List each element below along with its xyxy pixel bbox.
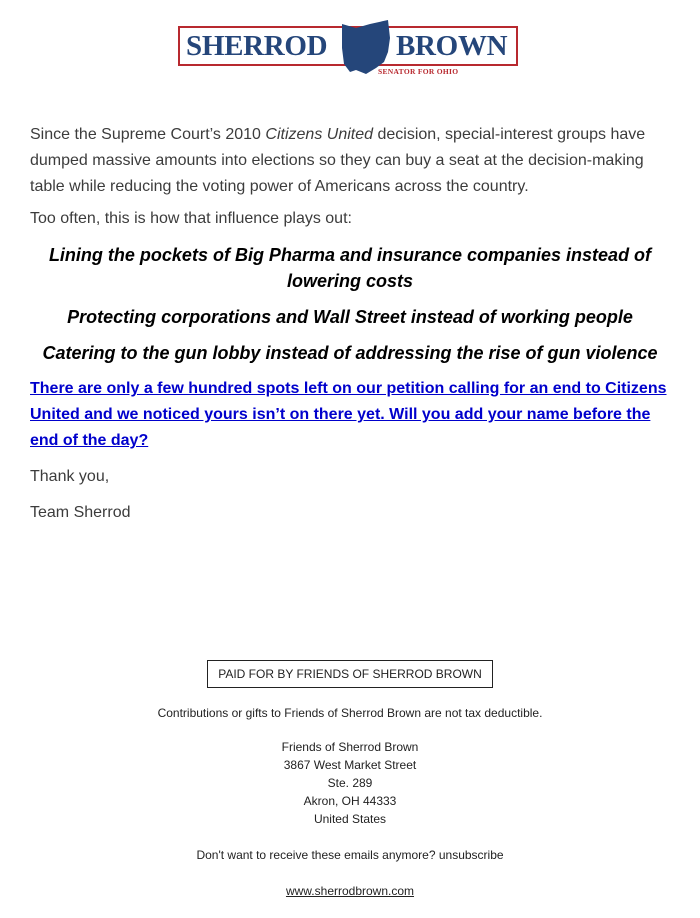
website-line	[0, 882, 700, 900]
intro-citizens-united: Citizens United	[265, 126, 374, 143]
signoff-text: Team Sherrod	[30, 504, 131, 521]
address-line: Friends of Sherrod Brown	[281, 740, 419, 754]
intro-text-end: decision, special-interest groups have dumped massive amounts into elections so they can buy a seat at the decision-making table while reducing the voting power of Americans across the country.	[30, 126, 646, 195]
email-footer	[0, 660, 700, 900]
sherrod-brown-logo	[178, 18, 522, 76]
bullet-item: Protecting corporations and Wall Street instead of working people	[67, 307, 633, 327]
email-content	[30, 122, 670, 526]
petition-cta-link[interactable]: There are only a few hundred spots left on our petition calling for an end to Citizens United and we noticed yours isn’t on there yet. Will you add your name before the end of the day?	[30, 380, 667, 449]
address-line: Akron, OH 44333	[303, 794, 397, 808]
mailing-address	[0, 738, 700, 828]
address-line: 3867 West Market Street	[283, 758, 417, 772]
address-line: Ste. 289	[327, 776, 373, 790]
bullet-item: Catering to the gun lobby instead of addressing the rise of gun violence	[42, 343, 658, 363]
website-link[interactable]: www.sherrodbrown.com	[285, 884, 415, 898]
logo-subtitle: SENATOR FOR OHIO	[378, 67, 459, 76]
thanks-text: Thank you,	[30, 468, 110, 485]
intro-text-start: Since the Supreme Court’s 2010	[30, 126, 266, 143]
logo-name-right: BROWN	[396, 30, 508, 62]
address-line: United States	[313, 812, 387, 826]
unsubscribe-line	[0, 846, 700, 864]
lead-paragraph: Too often, this is how that influence plays out:	[30, 210, 352, 227]
unsubscribe-link[interactable]: Don't want to receive these emails anymore? unsubscribe	[196, 848, 504, 862]
tax-disclaimer: Contributions or gifts to Friends of Sherrod Brown are not tax deductible.	[157, 706, 543, 720]
intro-paragraph	[30, 122, 670, 200]
paid-for-box: PAID FOR BY FRIENDS OF SHERROD BROWN	[207, 660, 493, 688]
bullet-item: Lining the pockets of Big Pharma and insurance companies instead of lowering costs	[48, 245, 652, 291]
logo-name-left: SHERROD	[186, 30, 328, 62]
